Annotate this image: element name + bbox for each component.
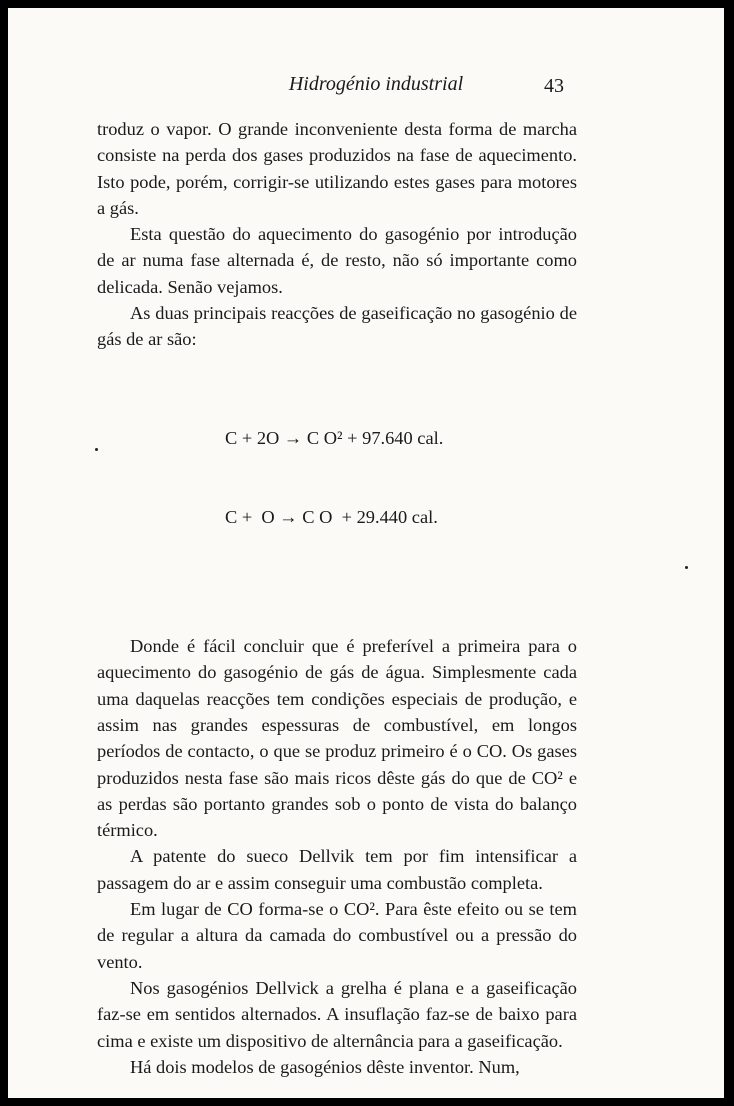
equation: C + 2O → C O² + 97.640 cal. — [225, 428, 444, 449]
running-title: Hidrogénio industrial — [288, 73, 464, 95]
paragraph: troduz o vapor. O grande inconveniente desta forma de marcha consiste na perda dos gases produzidos na fase de aquecimento. Isto pode, porém, corrigir-se utilizando estes gases para motores a gás. — [97, 119, 577, 218]
paragraph: Em lugar de CO forma-se o CO². Para êste efeito ou se tem de regular a altura da camada do combustível ou a pressão do vento. — [97, 899, 577, 972]
page-body — [97, 116, 577, 1080]
paragraph: A patente do sueco Dellvik tem por fim intensificar a passagem do ar e assim conseguir uma combustão completa. — [97, 846, 577, 893]
paragraph: Esta questão do aquecimento do gasogénio por introdução de ar numa fase alternada é, de resto, não só importante como delicada. Senão vejamos. — [97, 224, 577, 297]
paragraph: Há dois modelos de gasogénios dêste inventor. Num, — [130, 1056, 520, 1077]
page-header — [8, 73, 724, 103]
chemical-equations — [97, 373, 577, 583]
ink-speck — [95, 448, 98, 451]
paragraph: Donde é fácil concluir que é preferível a primeira para o aquecimento do gasogénio de gás de água. Simplesmente cada uma daquelas reacções tem condições especiais de produção, e assim nas grandes espessuras de combustível, em longos períodos de contacto, o que se produz primeiro é o CO. Os gases produzidos nesta fase são mais ricos dêste gás do que de CO² e as perdas são portanto grandes sob o ponto de vista do balanço térmico. — [97, 636, 577, 841]
page-number: 43 — [544, 75, 564, 97]
paragraph: As duas principais reacções de gaseificação no gasogénio de gás de ar são: — [97, 303, 577, 350]
ink-speck — [685, 566, 688, 569]
paragraph: Nos gasogénios Dellvick a grelha é plana e a gaseificação faz-se em sentidos alternados. A insuflação faz-se de baixo para cima e existe um dispositivo de alternância para a gaseificação. — [97, 977, 577, 1051]
spacer — [97, 603, 577, 633]
book-page — [8, 8, 724, 1098]
equation: C + O → C O + 29.440 cal. — [225, 507, 438, 528]
